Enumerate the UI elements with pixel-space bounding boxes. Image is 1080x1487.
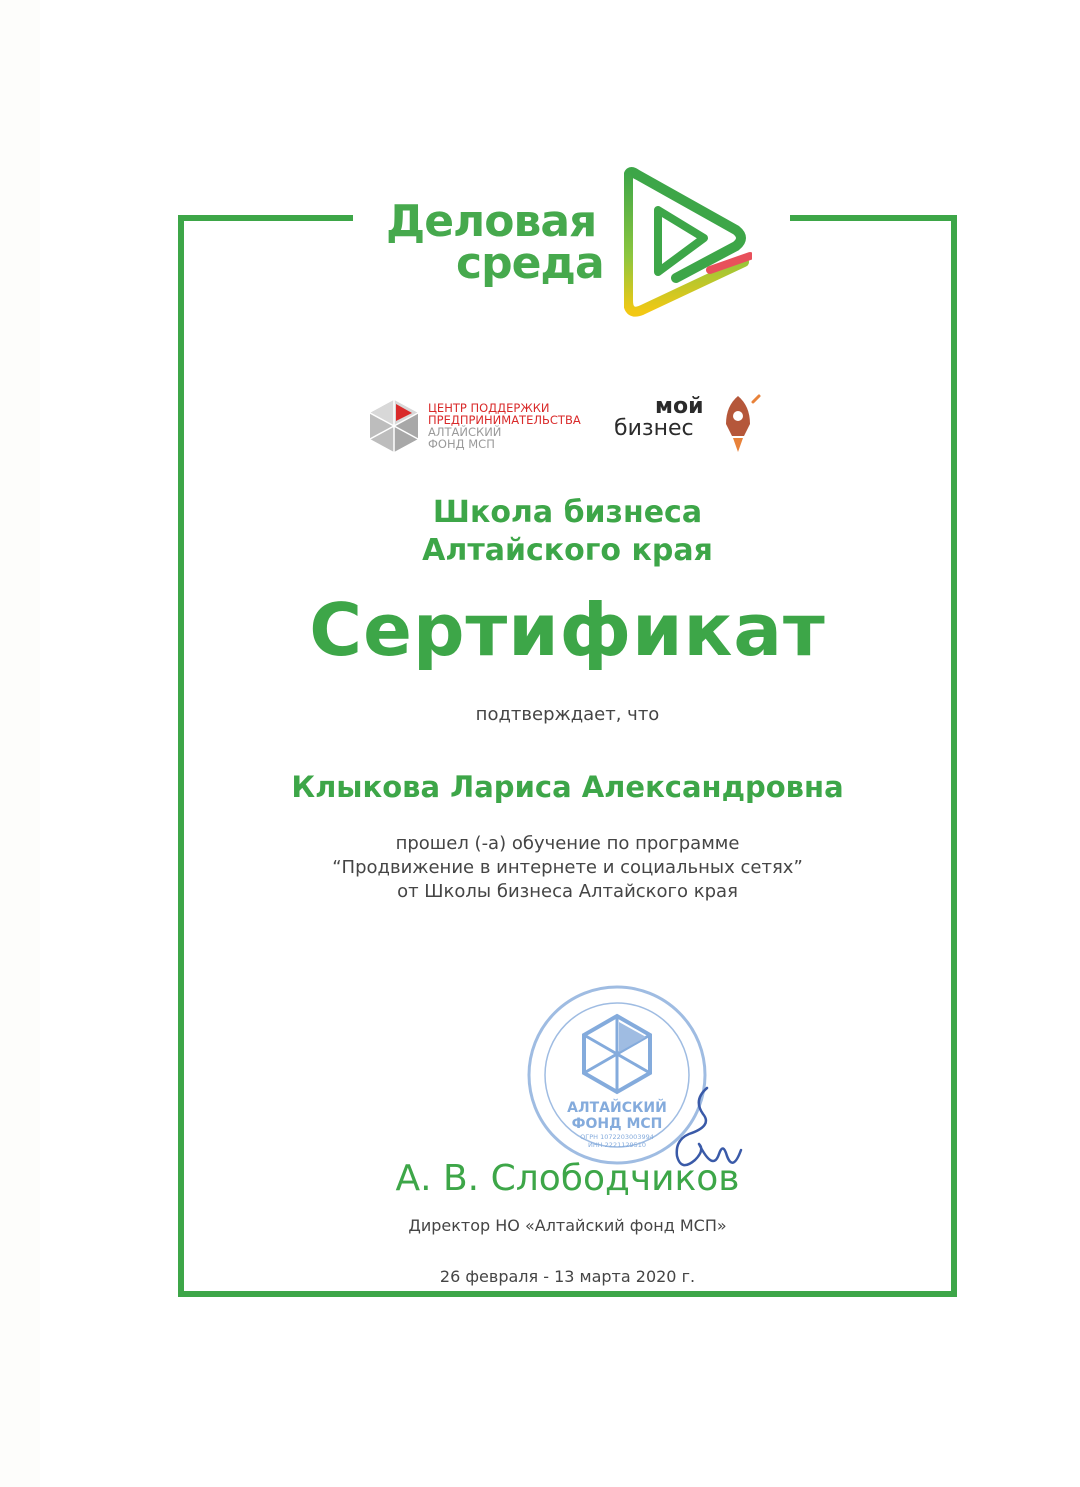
school-line2: Алтайского края [422,533,713,568]
program-line1: прошел (-а) обучение по программе [395,833,740,854]
cpp-line4: ФОНД МСП [428,437,495,451]
cpp-line1: ЦЕНТР ПОДДЕРЖКИ [428,401,550,415]
school-heading [178,494,957,570]
confirms-text: подтверждает, что [475,704,660,725]
stamp-ogrn: ОГРН 1072203003994 [580,1133,654,1141]
program-line3: от Школы бизнеса Алтайского края [397,881,738,902]
cpp-line3: АЛТАЙСКИЙ [428,425,502,439]
program-text [178,832,957,904]
delovaya-sreda-logo-line1: Деловая [386,196,597,247]
moy-biznes-line2: бизнес [614,416,694,441]
course-dates: 26 февраля - 13 марта 2020 г. [439,1267,696,1286]
signer-title: Директор НО «Алтайский фонд МСП» [408,1216,727,1235]
stamp-inn: ИНН 2221129510 [587,1141,647,1149]
recipient-name: Клыкова Лариса Александровна [291,770,844,804]
delovaya-sreda-play-icon [624,160,752,320]
program-line2: “Продвижение в интернете и социальных сетях” [332,857,803,878]
stamp-line2: ФОНД МСП [571,1116,663,1132]
certificate-title: Сертификат [309,588,826,672]
stamp-line1: АЛТАЙСКИЙ [567,1100,667,1116]
cpp-cube-icon [368,398,420,454]
signer-name: А. В. Слободчиков [395,1158,740,1199]
delovaya-sreda-logo-line2: среда [456,238,604,289]
moy-biznes-rocket-icon [722,392,762,456]
cpp-logo-text [428,402,581,450]
cpp-line2: ПРЕДПРИНИМАТЕЛЬСТВА [428,413,581,427]
school-line1: Школа бизнеса [432,495,703,530]
moy-biznes-line1: мой [655,394,704,419]
